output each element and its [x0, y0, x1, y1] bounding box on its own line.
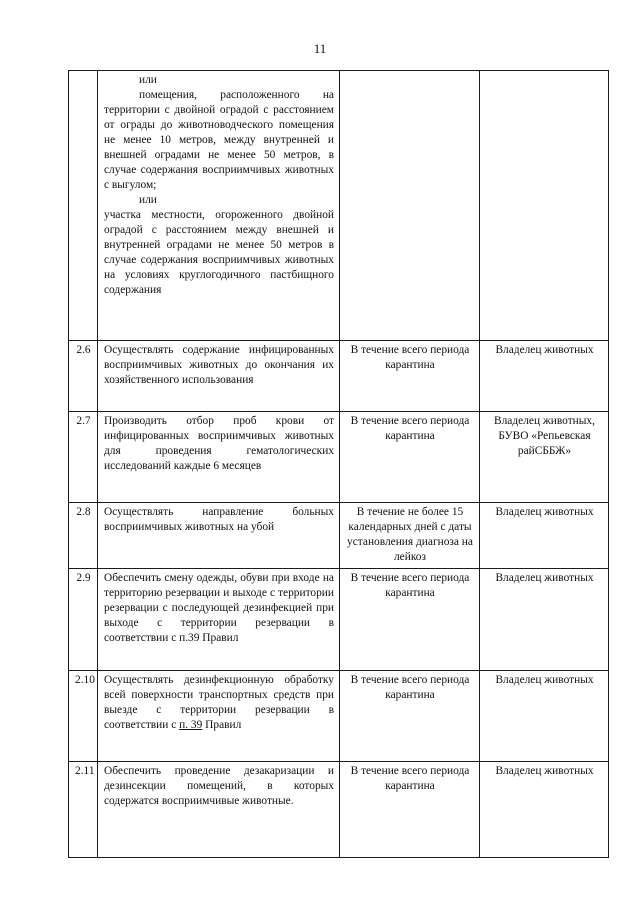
row-number: 2.9 [69, 569, 98, 671]
term-text: В течение не более 15 календарных дней с даты установления диагноза на лейкоз [340, 503, 480, 569]
row-number: 2.10 [69, 671, 98, 762]
table-row [69, 671, 609, 762]
term-text: В течение всего периода карантина [340, 412, 480, 503]
row-number: 2.7 [69, 412, 98, 503]
table-row [69, 341, 609, 412]
action-text: Осуществлять содержание инфицированных восприимчивых животных до окончания их хозяйственного использования [98, 341, 340, 412]
row-number: 2.6 [69, 341, 98, 412]
responsible-text: Владелец животных [480, 569, 609, 671]
action-text: участка местности, огороженного двойной оградой с расстоянием между внешней и внутренней оградами не менее 50 метров в случае содержания восприимчивых животных на условиях круглогодичного пастбищного содержания [104, 209, 334, 296]
row-number-cell [69, 71, 98, 341]
or-label: или [139, 74, 157, 86]
action-text: Осуществлять направление больных восприимчивых животных на убой [98, 503, 340, 569]
row-number: 2.11 [69, 762, 98, 858]
term-text: В течение всего периода карантина [340, 569, 480, 671]
action-text-end: Правил [202, 719, 242, 731]
or-label: или [139, 194, 157, 206]
action-cell [98, 71, 340, 341]
table-row [69, 412, 609, 503]
term-text: В течение всего периода карантина [340, 671, 480, 762]
row-number: 2.8 [69, 503, 98, 569]
responsible-text: Владелец животных, БУВО «Репьевская райСББЖ» [480, 412, 609, 503]
action-text: помещения, расположенного на территории с двойной оградой с расстоянием от ограды до животноводческого помещения не менее 10 метров, между внутренней и внешней оградами не менее 50 метров, в случае содержания восприимчивых животных с выгулом; [104, 89, 334, 191]
page-number: 11 [313, 41, 327, 56]
table-row [69, 762, 609, 858]
term-cell [340, 71, 480, 341]
action-text: Обеспечить смену одежды, обуви при входе на территорию резервации и выходе с территории резервации с последующей дезинфекцией при выходе с территории резервации в соответствии с п.39 Правил [98, 569, 340, 671]
table-row [69, 569, 609, 671]
responsible-cell [480, 71, 609, 341]
table-row [69, 71, 609, 341]
responsible-text: Владелец животных [480, 762, 609, 858]
action-text: Производить отбор проб крови от инфицированных восприимчивых животных для проведения гематологических исследований каждые 6 месяцев [98, 412, 340, 503]
rules-reference-link[interactable]: п. 39 [179, 719, 203, 731]
term-text: В течение всего периода карантина [340, 341, 480, 412]
responsible-text: Владелец животных [480, 503, 609, 569]
responsible-text: Владелец животных [480, 671, 609, 762]
responsible-text: Владелец животных [480, 341, 609, 412]
action-cell [98, 671, 340, 762]
action-text: Осуществлять дезинфекционную обработку всей поверхности транспортных средств при выезде с территории резервации в соответствии с [104, 674, 334, 731]
action-text: Обеспечить проведение дезакаризации и дезинсекции помещений, в которых содержатся восприимчивые животные. [98, 762, 340, 858]
table-row [69, 503, 609, 569]
term-text: В течение всего периода карантина [340, 762, 480, 858]
measures-table [68, 70, 609, 858]
